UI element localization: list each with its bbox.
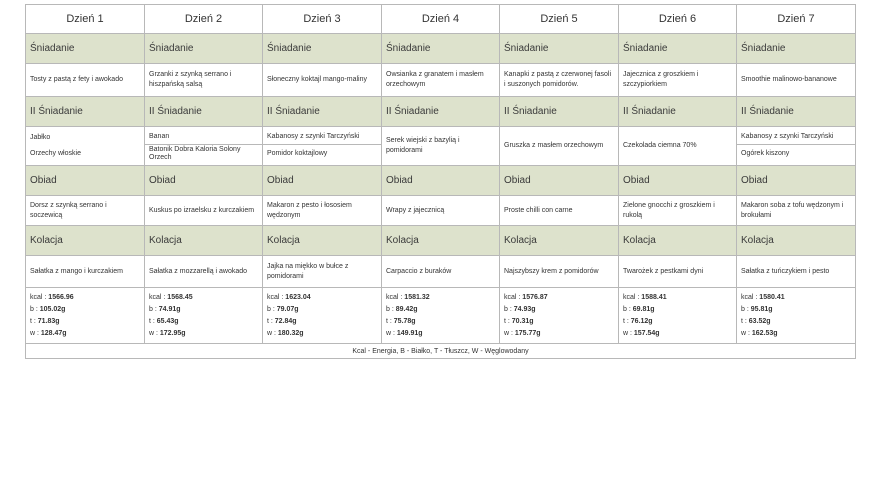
section-label-lunch: Obiad [145, 166, 263, 196]
dinner-row [26, 256, 856, 288]
stat-value: 65.43g [156, 317, 179, 325]
stat-label: w : [386, 329, 397, 337]
section-label-second-breakfast: II Śniadanie [145, 97, 263, 127]
day-header: Dzień 4 [382, 5, 500, 34]
stat-t [386, 316, 495, 328]
second-breakfast-meal: Czekolada ciemna 70% [619, 127, 737, 166]
section-label-dinner: Kolacja [737, 226, 856, 256]
stat-w [267, 328, 377, 340]
stat-t [741, 316, 851, 328]
stat-w [30, 328, 140, 340]
stat-value: 74.93g [513, 305, 536, 313]
breakfast-row [26, 64, 856, 97]
nutrition-stats-cell [737, 288, 856, 344]
stat-label: kcal : [504, 293, 523, 301]
stat-value: 95.81g [750, 305, 773, 313]
stat-w [149, 328, 258, 340]
section-label-dinner: Kolacja [500, 226, 619, 256]
section-label-second-breakfast: II Śniadanie [500, 97, 619, 127]
stat-value: 79.07g [276, 305, 299, 313]
section-label-lunch: Obiad [500, 166, 619, 196]
stat-label: t : [267, 317, 275, 325]
section-label-breakfast: Śniadanie [26, 34, 145, 64]
stat-label: kcal : [386, 293, 405, 301]
section-label-lunch: Obiad [619, 166, 737, 196]
lunch-meal: Wrapy z jajecznicą [382, 196, 500, 226]
stat-label: b : [149, 305, 159, 313]
stat-value: 1566.96 [48, 293, 74, 301]
dinner-meal: Sałatka z tuńczykiem i pesto [737, 256, 856, 288]
stat-value: 157.54g [633, 329, 660, 337]
section-label-second-breakfast: II Śniadanie [382, 97, 500, 127]
lunch-row [26, 196, 856, 226]
section-label-dinner: Kolacja [619, 226, 737, 256]
section-label-lunch: Obiad [263, 166, 382, 196]
stat-value: 89.42g [395, 305, 418, 313]
stat-value: 70.31g [511, 317, 534, 325]
stat-label: b : [741, 305, 751, 313]
section-label-dinner: Kolacja [382, 226, 500, 256]
section-label-dinner: Kolacja [263, 226, 382, 256]
second-breakfast-item: Kabanosy z szynki Tarczyński [267, 132, 360, 140]
stat-b [149, 304, 258, 316]
stat-value: 72.84g [274, 317, 297, 325]
nutrition-stats-cell [500, 288, 619, 344]
second-breakfast-item: Jabłko [30, 133, 51, 141]
dinner-meal: Sałatka z mango i kurczakiem [26, 256, 145, 288]
stat-t [149, 316, 258, 328]
second-breakfast-meal [737, 127, 856, 166]
section-label-second-breakfast: II Śniadanie [26, 97, 145, 127]
nutrition-stats-cell [26, 288, 145, 344]
stat-kcal [741, 292, 851, 304]
second-breakfast-item: Batonik Dobra Kaloria Solony Orzech [145, 144, 262, 163]
stat-label: t : [741, 317, 749, 325]
stat-value: 162.53g [751, 329, 778, 337]
section-label-dinner: Kolacja [26, 226, 145, 256]
stat-label: w : [741, 329, 752, 337]
stat-label: b : [504, 305, 514, 313]
stat-label: b : [30, 305, 40, 313]
stat-label: w : [30, 329, 41, 337]
stat-value: 1580.41 [759, 293, 785, 301]
stat-kcal [149, 292, 258, 304]
second-breakfast-item: Pomidor koktajlowy [263, 144, 381, 163]
stat-b [267, 304, 377, 316]
stat-kcal [30, 292, 140, 304]
stat-value: 180.32g [277, 329, 304, 337]
second-breakfast-meal: Serek wiejski z bazylią i pomidorami [382, 127, 500, 166]
breakfast-meal: Tosty z pastą z fety i awokado [26, 64, 145, 97]
nutrition-stats-cell [263, 288, 382, 344]
second-breakfast-item: Banan [149, 132, 170, 140]
stat-b [741, 304, 851, 316]
breakfast-meal: Jajecznica z groszkiem i szczypiorkiem [619, 64, 737, 97]
breakfast-meal: Grzanki z szynką serrano i hiszpańską salsą [145, 64, 263, 97]
stat-value: 1623.04 [285, 293, 311, 301]
second-breakfast-item: Kabanosy z szynki Tarczyński [741, 132, 834, 140]
breakfast-meal: Owsianka z granatem i masłem orzechowym [382, 64, 500, 97]
stat-b [623, 304, 732, 316]
lunch-section-row [26, 166, 856, 196]
nutrition-stats-cell [145, 288, 263, 344]
stat-value: 149.91g [396, 329, 423, 337]
second-breakfast-meal [145, 127, 263, 166]
stat-value: 74.91g [158, 305, 181, 313]
day-header: Dzień 7 [737, 5, 856, 34]
stat-w [623, 328, 732, 340]
dinner-meal: Jajka na miękko w bułce z pomidorami [263, 256, 382, 288]
stat-t [504, 316, 614, 328]
stat-value: 105.02g [39, 305, 66, 313]
dinner-meal: Twarożek z pestkami dyni [619, 256, 737, 288]
stat-value: 63.52g [748, 317, 771, 325]
stat-value: 69.81g [632, 305, 655, 313]
stat-value: 1576.87 [522, 293, 548, 301]
legend-row [26, 344, 856, 359]
second-breakfast-item: Orzechy włoskie [30, 150, 81, 157]
section-label-dinner: Kolacja [145, 226, 263, 256]
stat-label: kcal : [149, 293, 168, 301]
section-label-breakfast: Śniadanie [500, 34, 619, 64]
second-breakfast-row [26, 127, 856, 166]
stat-label: t : [504, 317, 512, 325]
stat-kcal [386, 292, 495, 304]
breakfast-section-row [26, 34, 856, 64]
stat-label: w : [504, 329, 515, 337]
section-label-lunch: Obiad [382, 166, 500, 196]
stat-label: w : [149, 329, 160, 337]
stat-label: kcal : [741, 293, 760, 301]
stat-kcal [623, 292, 732, 304]
stat-label: t : [149, 317, 157, 325]
stat-kcal [504, 292, 614, 304]
legend-text: Kcal - Energia, B - Białko, T - Tłuszcz, W - Węglowodany [26, 344, 856, 359]
section-label-second-breakfast: II Śniadanie [619, 97, 737, 127]
second-breakfast-meal: Gruszka z masłem orzechowym [500, 127, 619, 166]
stat-kcal [267, 292, 377, 304]
dinner-meal: Carpaccio z buraków [382, 256, 500, 288]
stat-value: 1568.45 [167, 293, 193, 301]
stat-value: 1581.32 [404, 293, 430, 301]
stat-label: b : [623, 305, 633, 313]
day-header: Dzień 5 [500, 5, 619, 34]
day-header: Dzień 6 [619, 5, 737, 34]
stat-label: w : [623, 329, 634, 337]
stat-value: 128.47g [40, 329, 67, 337]
stat-t [623, 316, 732, 328]
stat-label: b : [386, 305, 396, 313]
dinner-section-row [26, 226, 856, 256]
lunch-meal: Dorsz z szynką serrano i soczewicą [26, 196, 145, 226]
nutrition-stats-row [26, 288, 856, 344]
stat-b [504, 304, 614, 316]
day-header: Dzień 2 [145, 5, 263, 34]
stat-w [504, 328, 614, 340]
stat-w [741, 328, 851, 340]
second-breakfast-section-row [26, 97, 856, 127]
day-header-row [26, 5, 856, 34]
section-label-breakfast: Śniadanie [382, 34, 500, 64]
stat-label: t : [623, 317, 631, 325]
section-label-second-breakfast: II Śniadanie [737, 97, 856, 127]
stat-b [386, 304, 495, 316]
section-label-breakfast: Śniadanie [145, 34, 263, 64]
lunch-meal: Makaron z pesto i łososiem wędzonym [263, 196, 382, 226]
breakfast-meal: Słoneczny koktajl mango-maliny [263, 64, 382, 97]
second-breakfast-item: Ogórek kiszony [737, 144, 855, 163]
stat-label: kcal : [30, 293, 49, 301]
stat-value: 71.83g [37, 317, 60, 325]
stat-t [267, 316, 377, 328]
section-label-second-breakfast: II Śniadanie [263, 97, 382, 127]
lunch-meal: Proste chilli con carne [500, 196, 619, 226]
breakfast-meal: Smoothie malinowo-bananowe [737, 64, 856, 97]
stat-label: kcal : [267, 293, 286, 301]
lunch-meal: Zielone gnocchi z groszkiem i rukolą [619, 196, 737, 226]
stat-value: 1588.41 [641, 293, 667, 301]
stat-value: 175.77g [514, 329, 541, 337]
stat-label: b : [267, 305, 277, 313]
stat-value: 75.78g [393, 317, 416, 325]
lunch-meal: Kuskus po izraelsku z kurczakiem [145, 196, 263, 226]
dinner-meal: Najszybszy krem z pomidorów [500, 256, 619, 288]
nutrition-stats-cell [382, 288, 500, 344]
second-breakfast-meal [26, 127, 145, 166]
stat-label: w : [267, 329, 278, 337]
stat-w [386, 328, 495, 340]
breakfast-meal: Kanapki z pastą z czerwonej fasoli i suszonych pomidorów. [500, 64, 619, 97]
day-header: Dzień 3 [263, 5, 382, 34]
meal-plan-table [25, 4, 856, 359]
second-breakfast-meal [263, 127, 382, 166]
day-header: Dzień 1 [26, 5, 145, 34]
lunch-meal: Makaron soba z tofu wędzonym i brokułami [737, 196, 856, 226]
stat-t [30, 316, 140, 328]
section-label-breakfast: Śniadanie [263, 34, 382, 64]
dinner-meal: Sałatka z mozzarellą i awokado [145, 256, 263, 288]
stat-label: kcal : [623, 293, 642, 301]
section-label-lunch: Obiad [26, 166, 145, 196]
stat-label: t : [386, 317, 394, 325]
stat-label: t : [30, 317, 38, 325]
section-label-breakfast: Śniadanie [737, 34, 856, 64]
stat-b [30, 304, 140, 316]
section-label-breakfast: Śniadanie [619, 34, 737, 64]
nutrition-stats-cell [619, 288, 737, 344]
stat-value: 172.95g [159, 329, 186, 337]
section-label-lunch: Obiad [737, 166, 856, 196]
stat-value: 76.12g [630, 317, 653, 325]
